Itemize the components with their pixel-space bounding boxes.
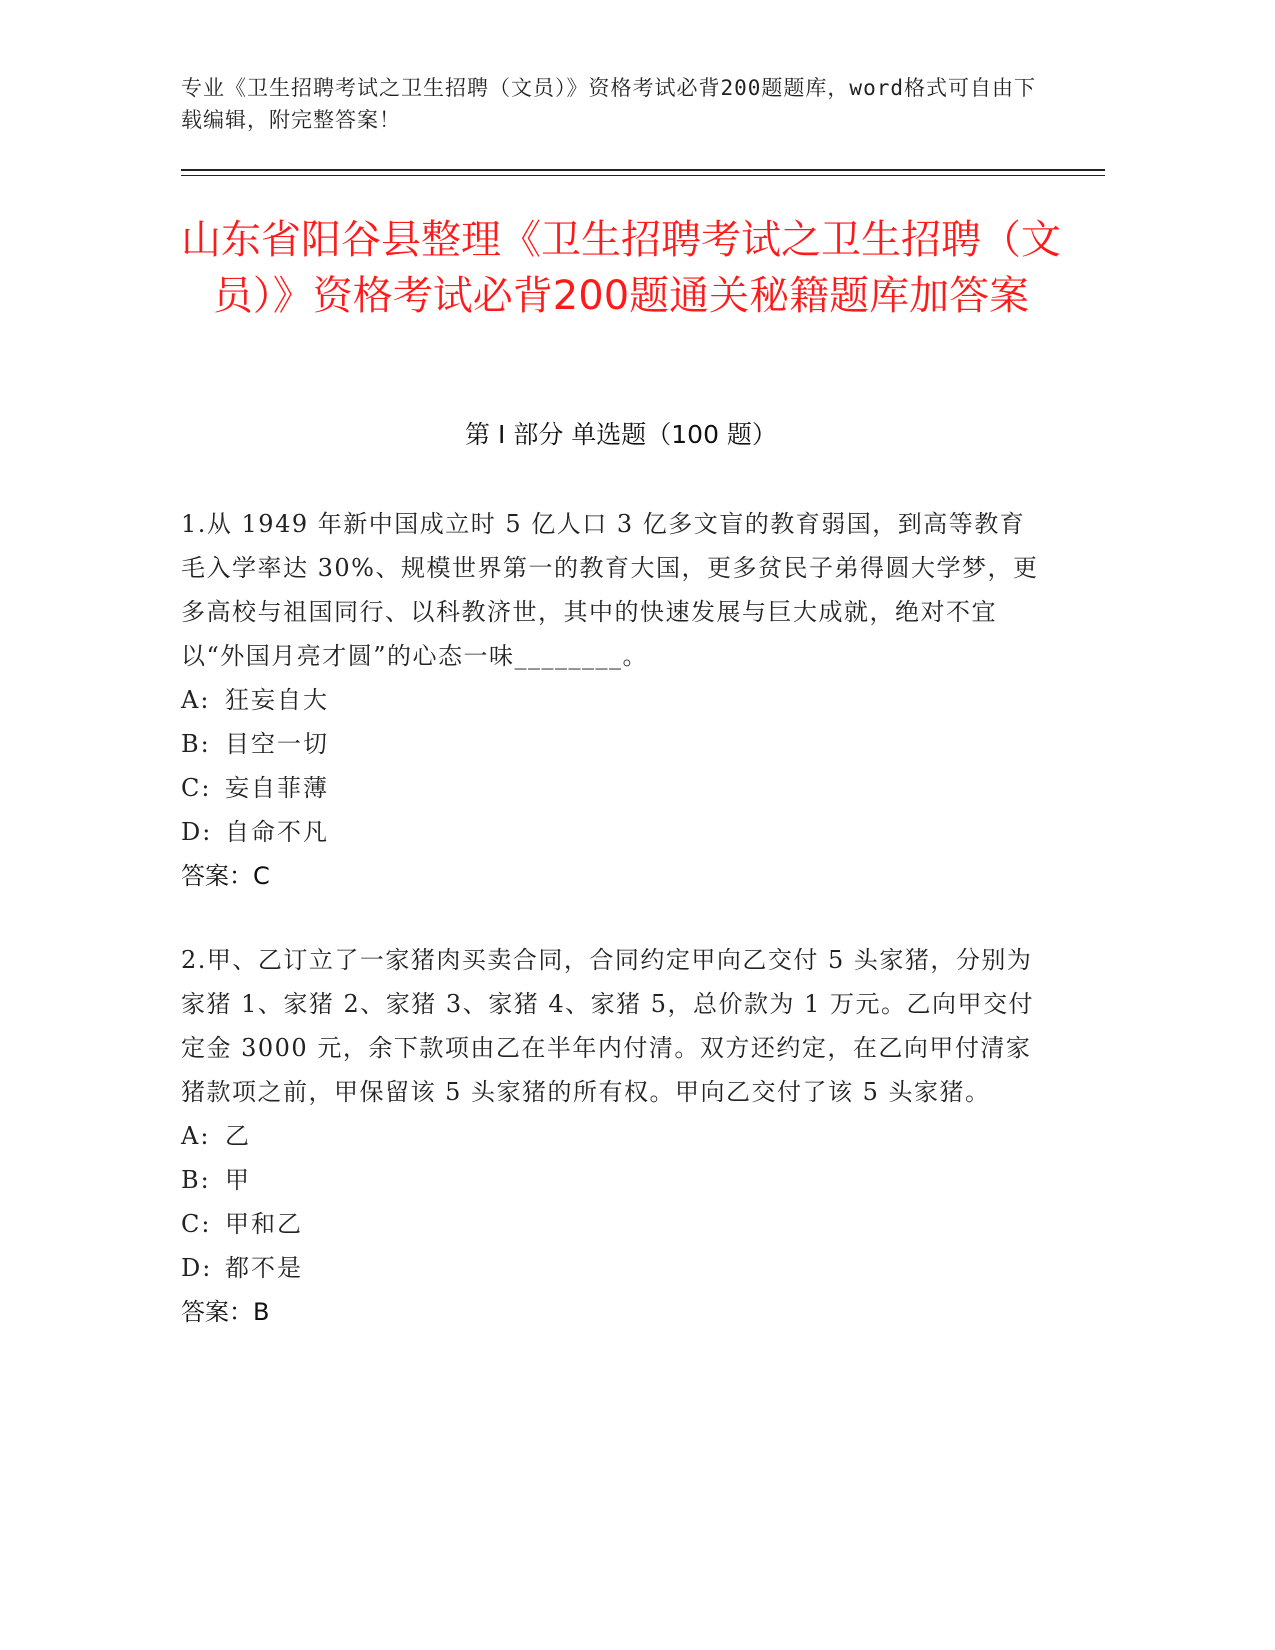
option-text: 甲和乙: [225, 1210, 303, 1238]
option-a: [181, 1114, 1041, 1158]
option-text: 乙: [225, 1122, 251, 1150]
option-text: 妄自菲薄: [225, 774, 329, 802]
question-2: [181, 938, 1041, 1334]
option-c: [181, 766, 1041, 810]
option-key: B:: [181, 730, 211, 758]
question-stem: 1.从 1949 年新中国成立时 5 亿人口 3 亿多文盲的教育弱国，到高等教育毛入学率达 30%、规模世界第一的教育大国，更多贫民子弟得圆大学梦，更多高校与祖国同行、以科教济世，其中的快速发展与巨大成就，绝对不宜以“外国月亮才圆”的心态一味________。: [181, 510, 1039, 670]
option-b: [181, 722, 1041, 766]
section-title: 第 I 部分 单选题（100 题）: [465, 420, 777, 449]
option-key: A:: [181, 686, 211, 714]
option-b: [181, 1158, 1041, 1202]
option-key: C:: [181, 774, 212, 802]
option-key: C:: [181, 1210, 212, 1238]
option-text: 都不是: [225, 1254, 303, 1282]
question-stem: 2.甲、乙订立了一家猪肉买卖合同，合同约定甲向乙交付 5 头家猪，分别为家猪 1、家猪 2、家猪 3、家猪 4、家猪 5，总价款为 1 万元。乙向甲交付定金 3000 元，余下款项由乙在半年内付清。双方还约定，在乙向甲付清家猪款项之前，甲保留该 5 头家猪的所有权。甲向乙交付了该 5 头家猪。: [181, 946, 1035, 1106]
option-text: 目空一切: [225, 730, 329, 758]
option-text: 狂妄自大: [225, 686, 329, 714]
header-rule-thick: [181, 169, 1105, 171]
option-key: B:: [181, 1166, 211, 1194]
header-rule-thin: [181, 175, 1105, 176]
answer-line: 答案：C: [181, 862, 270, 890]
option-text: 自命不凡: [225, 818, 329, 846]
option-key: A:: [181, 1122, 211, 1150]
question-1: [181, 502, 1041, 898]
option-key: D:: [181, 818, 213, 846]
option-c: [181, 1202, 1041, 1246]
option-d: [181, 1246, 1041, 1290]
document-title: 山东省阳谷县整理《卫生招聘考试之卫生招聘（文员）》资格考试必背200题通关秘籍题库加答案: [181, 217, 1061, 319]
header-note: 专业《卫生招聘考试之卫生招聘（文员）》资格考试必背200题题库，word格式可自由下载编辑，附完整答案！: [181, 76, 1036, 132]
answer-line: 答案：B: [181, 1298, 270, 1326]
option-text: 甲: [225, 1166, 251, 1194]
option-key: D:: [181, 1254, 213, 1282]
option-d: [181, 810, 1041, 854]
option-a: [181, 678, 1041, 722]
